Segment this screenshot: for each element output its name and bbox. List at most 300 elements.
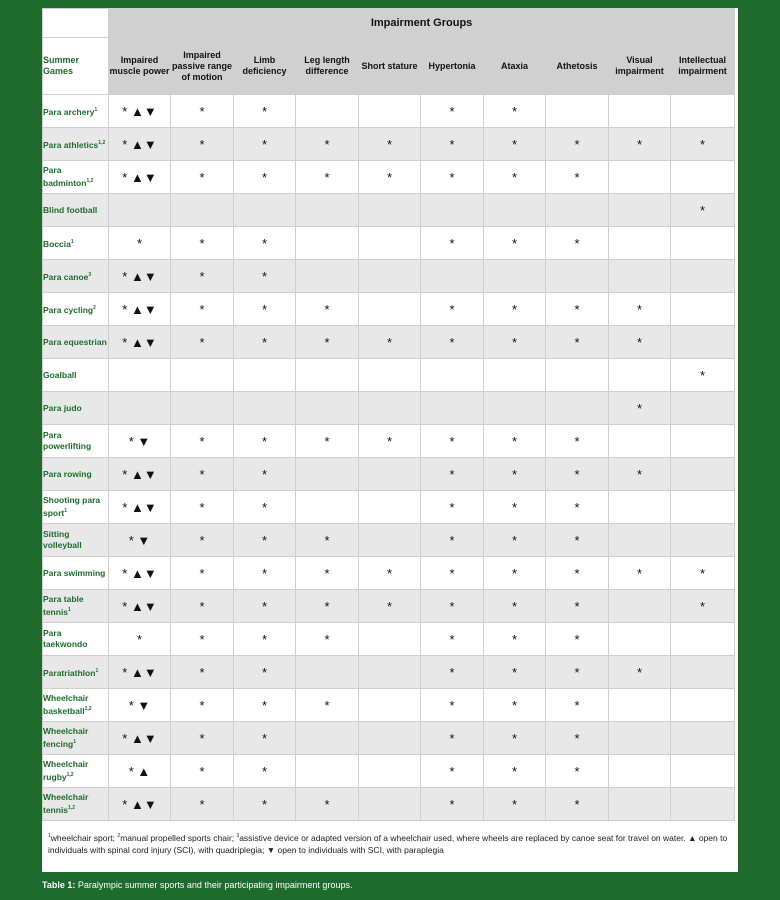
eligibility-cell: * xyxy=(421,425,484,458)
eligibility-cell: * xyxy=(546,293,609,326)
eligibility-cell: * xyxy=(484,722,546,755)
sport-name-cell xyxy=(43,491,109,524)
eligibility-cell: * xyxy=(546,557,609,590)
eligibility-cell: * ▲▼ xyxy=(109,491,171,524)
eligibility-cell: * xyxy=(546,524,609,557)
eligibility-cell: * xyxy=(421,722,484,755)
footnote-text-2: manual propelled sports chair; xyxy=(120,832,237,843)
eligibility-cell: * ▲▼ xyxy=(109,128,171,161)
eligibility-cell: * ▲▼ xyxy=(109,788,171,821)
table-row xyxy=(43,722,735,755)
eligibility-cell: * xyxy=(234,722,296,755)
eligibility-cell: * ▲▼ xyxy=(109,557,171,590)
eligibility-cell: * xyxy=(296,689,359,722)
eligibility-cell xyxy=(359,458,421,491)
sport-name: Para archery xyxy=(43,106,95,117)
eligibility-cell: * xyxy=(234,689,296,722)
eligibility-cell: * xyxy=(359,161,421,194)
eligibility-cell xyxy=(671,623,735,656)
eligibility-cell: * xyxy=(484,161,546,194)
eligibility-cell xyxy=(484,194,546,227)
eligibility-cell xyxy=(671,689,735,722)
eligibility-cell: * ▲▼ xyxy=(109,458,171,491)
eligibility-cell xyxy=(671,95,735,128)
eligibility-cell: * xyxy=(546,227,609,260)
sport-name-cell xyxy=(43,260,109,293)
eligibility-cell: * ▼ xyxy=(109,524,171,557)
eligibility-cell: * ▲▼ xyxy=(109,722,171,755)
eligibility-cell: * ▼ xyxy=(109,425,171,458)
eligibility-cell xyxy=(609,425,671,458)
sport-name-cell xyxy=(43,425,109,458)
column-header: Athetosis xyxy=(546,38,609,95)
sport-footnote-mark: 1,2 xyxy=(66,772,74,779)
eligibility-cell xyxy=(421,194,484,227)
eligibility-cell: * xyxy=(484,656,546,689)
sport-footnote-mark: 1 xyxy=(68,607,71,614)
table-row xyxy=(43,227,735,260)
eligibility-cell xyxy=(171,359,234,392)
eligibility-cell: * xyxy=(421,458,484,491)
sport-name-cell xyxy=(43,227,109,260)
eligibility-cell: * xyxy=(296,161,359,194)
eligibility-cell: * xyxy=(546,656,609,689)
sport-name-cell xyxy=(43,788,109,821)
eligibility-cell: * xyxy=(546,326,609,359)
table-row xyxy=(43,458,735,491)
eligibility-cell: * xyxy=(171,95,234,128)
sport-name-cell xyxy=(43,458,109,491)
eligibility-cell xyxy=(609,95,671,128)
column-header: Visual impairment xyxy=(609,38,671,95)
table-caption xyxy=(42,880,352,890)
eligibility-cell xyxy=(546,260,609,293)
eligibility-cell: * xyxy=(609,128,671,161)
eligibility-cell: * xyxy=(296,128,359,161)
sport-name: Para taekwondo xyxy=(43,628,88,649)
eligibility-cell xyxy=(609,623,671,656)
eligibility-cell xyxy=(671,425,735,458)
eligibility-cell xyxy=(671,524,735,557)
eligibility-cell xyxy=(671,788,735,821)
eligibility-cell xyxy=(484,392,546,425)
table-row xyxy=(43,326,735,359)
eligibility-cell xyxy=(296,722,359,755)
eligibility-cell xyxy=(671,161,735,194)
eligibility-cell: * xyxy=(546,458,609,491)
eligibility-cell xyxy=(671,227,735,260)
eligibility-cell: * xyxy=(234,590,296,623)
eligibility-cell: * xyxy=(234,755,296,788)
eligibility-cell xyxy=(609,788,671,821)
sport-name-cell xyxy=(43,524,109,557)
table-row xyxy=(43,524,735,557)
eligibility-cell xyxy=(296,458,359,491)
eligibility-cell: * xyxy=(609,326,671,359)
table-row xyxy=(43,689,735,722)
eligibility-cell xyxy=(109,392,171,425)
eligibility-cell: * xyxy=(234,227,296,260)
sport-name: Para powerlifting xyxy=(43,430,92,451)
sport-name: Goalball xyxy=(43,369,77,380)
eligibility-cell xyxy=(359,359,421,392)
sport-name: Para table tennis xyxy=(43,594,84,617)
eligibility-cell: * xyxy=(421,491,484,524)
eligibility-cell: * xyxy=(671,557,735,590)
eligibility-cell: * xyxy=(296,557,359,590)
eligibility-cell xyxy=(671,491,735,524)
eligibility-cell: * xyxy=(421,128,484,161)
eligibility-cell: * xyxy=(484,689,546,722)
eligibility-cell: * xyxy=(484,326,546,359)
eligibility-cell xyxy=(109,194,171,227)
column-header: Short stature xyxy=(359,38,421,95)
eligibility-cell: * ▲▼ xyxy=(109,293,171,326)
table-row xyxy=(43,293,735,326)
eligibility-cell: * xyxy=(546,491,609,524)
eligibility-cell: * xyxy=(234,425,296,458)
eligibility-cell: * xyxy=(234,557,296,590)
eligibility-cell xyxy=(359,260,421,293)
eligibility-cell: * xyxy=(484,557,546,590)
eligibility-cell: * xyxy=(421,227,484,260)
sport-name-cell xyxy=(43,590,109,623)
eligibility-cell: * xyxy=(171,722,234,755)
eligibility-cell: * xyxy=(234,623,296,656)
sport-name-cell xyxy=(43,755,109,788)
eligibility-cell xyxy=(671,392,735,425)
sport-footnote-mark: 1 xyxy=(70,238,74,245)
eligibility-cell: * xyxy=(171,656,234,689)
eligibility-cell: * xyxy=(234,524,296,557)
sport-footnote-mark: 1,2 xyxy=(68,805,75,812)
eligibility-cell: * xyxy=(171,293,234,326)
eligibility-cell: * xyxy=(546,689,609,722)
eligibility-cell xyxy=(484,260,546,293)
eligibility-cell xyxy=(609,755,671,788)
table-body xyxy=(43,95,735,821)
sport-name-cell xyxy=(43,722,109,755)
eligibility-cell xyxy=(671,656,735,689)
eligibility-cell: * xyxy=(484,491,546,524)
eligibility-cell: * xyxy=(296,293,359,326)
table-card xyxy=(42,8,738,872)
sport-name: Para athletics xyxy=(43,139,99,150)
eligibility-cell: * xyxy=(171,227,234,260)
eligibility-cell: * xyxy=(234,260,296,293)
eligibility-cell: * xyxy=(359,590,421,623)
eligibility-cell: * xyxy=(671,128,735,161)
eligibility-cell: * ▲▼ xyxy=(109,326,171,359)
eligibility-cell: * xyxy=(421,590,484,623)
eligibility-cell: * xyxy=(609,293,671,326)
eligibility-cell xyxy=(421,392,484,425)
eligibility-cell xyxy=(171,194,234,227)
sport-name-cell xyxy=(43,623,109,656)
sport-name: Boccia xyxy=(43,238,71,249)
eligibility-cell xyxy=(296,392,359,425)
eligibility-cell: * xyxy=(484,590,546,623)
sport-footnote-mark: 3 xyxy=(88,271,92,278)
eligibility-cell xyxy=(609,227,671,260)
eligibility-cell: * ▲▼ xyxy=(109,95,171,128)
column-header: Intellectual impairment xyxy=(671,38,735,95)
table-row xyxy=(43,656,735,689)
eligibility-cell xyxy=(546,194,609,227)
eligibility-cell xyxy=(359,722,421,755)
eligibility-cell xyxy=(421,260,484,293)
eligibility-cell: * xyxy=(296,524,359,557)
eligibility-cell: * xyxy=(421,524,484,557)
eligibility-cell: * xyxy=(484,425,546,458)
table-row xyxy=(43,392,735,425)
footnote-text-1: wheelchair sport; xyxy=(50,832,118,843)
sport-name-cell xyxy=(43,128,109,161)
footnote-mark-3: 3 xyxy=(236,833,240,839)
eligibility-cell xyxy=(484,359,546,392)
sport-footnote-mark: 1,2 xyxy=(86,178,94,185)
sport-name-cell xyxy=(43,557,109,590)
sport-name: Wheelchair fencing xyxy=(43,726,89,749)
impairment-table xyxy=(42,8,735,821)
column-header: Impaired passive range of motion xyxy=(171,38,234,95)
footnote xyxy=(48,830,728,856)
sport-name: Para cycling xyxy=(43,304,94,315)
eligibility-cell xyxy=(171,392,234,425)
eligibility-cell: * xyxy=(421,95,484,128)
eligibility-cell: * xyxy=(609,392,671,425)
eligibility-cell: * ▲▼ xyxy=(109,590,171,623)
eligibility-cell xyxy=(671,722,735,755)
eligibility-cell: * xyxy=(234,161,296,194)
eligibility-cell xyxy=(359,227,421,260)
sport-name-cell xyxy=(43,656,109,689)
eligibility-cell xyxy=(671,326,735,359)
eligibility-cell xyxy=(359,194,421,227)
table-row xyxy=(43,788,735,821)
table-row xyxy=(43,260,735,293)
column-header: Hypertonia xyxy=(421,38,484,95)
sport-name: Para equestrian xyxy=(43,336,107,347)
sport-name: Blind football xyxy=(43,204,98,215)
eligibility-cell: * xyxy=(421,788,484,821)
sport-footnote-mark: 1 xyxy=(95,667,99,674)
caption-label: Table 1: xyxy=(42,880,76,890)
eligibility-cell: * xyxy=(234,128,296,161)
eligibility-cell: * xyxy=(421,623,484,656)
sport-footnote-mark: 1,2 xyxy=(84,706,92,713)
column-header: Ataxia xyxy=(484,38,546,95)
eligibility-cell: * xyxy=(359,425,421,458)
eligibility-cell: * xyxy=(171,590,234,623)
sport-footnote-mark: 1 xyxy=(94,106,98,113)
eligibility-cell: * xyxy=(171,557,234,590)
sport-name: Wheelchair tennis xyxy=(43,792,89,815)
sport-name: Para badminton xyxy=(43,165,87,188)
table-row xyxy=(43,557,735,590)
eligibility-cell: * xyxy=(234,95,296,128)
eligibility-cell xyxy=(359,392,421,425)
column-header: Limb deficiency xyxy=(234,38,296,95)
eligibility-cell: * xyxy=(171,755,234,788)
eligibility-cell: * xyxy=(421,326,484,359)
eligibility-cell: * xyxy=(484,95,546,128)
eligibility-cell: * xyxy=(546,722,609,755)
sport-name-cell xyxy=(43,95,109,128)
eligibility-cell: * xyxy=(171,161,234,194)
eligibility-cell xyxy=(609,194,671,227)
sport-footnote-mark: 1 xyxy=(73,739,77,746)
eligibility-cell: * xyxy=(171,788,234,821)
eligibility-cell xyxy=(609,491,671,524)
eligibility-cell: * xyxy=(421,293,484,326)
eligibility-cell: * ▲ xyxy=(109,755,171,788)
eligibility-cell xyxy=(296,656,359,689)
eligibility-cell: * ▼ xyxy=(109,689,171,722)
eligibility-cell: * xyxy=(296,326,359,359)
footnote-mark-1: 1 xyxy=(48,833,51,839)
eligibility-cell: * xyxy=(171,623,234,656)
sport-footnote-mark: 1 xyxy=(64,508,68,515)
eligibility-cell xyxy=(671,260,735,293)
eligibility-cell xyxy=(296,755,359,788)
eligibility-cell: * ▲▼ xyxy=(109,161,171,194)
eligibility-cell: * xyxy=(171,260,234,293)
eligibility-cell xyxy=(359,689,421,722)
eligibility-cell: * xyxy=(109,623,171,656)
caption-text: Paralympic summer sports and their participating impairment groups. xyxy=(75,880,353,890)
eligibility-cell xyxy=(609,161,671,194)
eligibility-cell: * xyxy=(421,755,484,788)
column-header: Impaired muscle power xyxy=(109,38,171,95)
eligibility-cell: * xyxy=(421,161,484,194)
table-row xyxy=(43,95,735,128)
eligibility-cell: * xyxy=(234,458,296,491)
eligibility-cell: * xyxy=(484,293,546,326)
eligibility-cell xyxy=(546,392,609,425)
eligibility-cell: * xyxy=(296,425,359,458)
sport-name: Wheelchair rugby xyxy=(43,759,89,782)
eligibility-cell: * xyxy=(171,491,234,524)
eligibility-cell: * xyxy=(671,590,735,623)
eligibility-cell xyxy=(421,359,484,392)
table-row xyxy=(43,359,735,392)
eligibility-cell xyxy=(609,524,671,557)
eligibility-cell: * ▲▼ xyxy=(109,260,171,293)
eligibility-cell: * xyxy=(421,557,484,590)
eligibility-cell: * xyxy=(609,656,671,689)
sport-name: Sitting volleyball xyxy=(43,529,82,550)
table-row xyxy=(43,590,735,623)
eligibility-cell: * xyxy=(671,194,735,227)
sport-name-cell xyxy=(43,326,109,359)
sport-name: Para judo xyxy=(43,402,82,413)
eligibility-cell xyxy=(359,95,421,128)
eligibility-cell: * xyxy=(234,326,296,359)
eligibility-cell xyxy=(296,227,359,260)
eligibility-cell: * xyxy=(359,128,421,161)
eligibility-cell: * xyxy=(609,458,671,491)
table-row xyxy=(43,194,735,227)
sport-name: Para rowing xyxy=(43,468,92,479)
sport-name-cell xyxy=(43,161,109,194)
sport-name: Para swimming xyxy=(43,567,106,578)
eligibility-cell xyxy=(546,359,609,392)
eligibility-cell: * xyxy=(234,293,296,326)
eligibility-cell: * xyxy=(296,788,359,821)
footnote-text-3: assistive device or adapted version of a wheelchair used, where wheels are replaced by canoe seat for travel on water. ▲ open to individuals with spinal cord injury (SCI), with quadriplegia; ▼ open to individuals with SCI, with paraplegia xyxy=(48,832,728,855)
eligibility-cell xyxy=(671,458,735,491)
table-row xyxy=(43,491,735,524)
sport-name: Para canoe xyxy=(43,271,89,282)
eligibility-cell: * xyxy=(296,623,359,656)
sport-name-cell xyxy=(43,293,109,326)
eligibility-cell: * xyxy=(609,557,671,590)
eligibility-cell xyxy=(609,359,671,392)
eligibility-cell xyxy=(296,491,359,524)
eligibility-cell: * xyxy=(546,755,609,788)
eligibility-cell: * xyxy=(546,623,609,656)
eligibility-cell xyxy=(609,590,671,623)
eligibility-cell xyxy=(609,260,671,293)
eligibility-cell: * ▲▼ xyxy=(109,656,171,689)
games-header: Summer Games xyxy=(43,38,109,95)
eligibility-cell: * xyxy=(234,491,296,524)
eligibility-cell xyxy=(609,689,671,722)
eligibility-cell: * xyxy=(546,788,609,821)
eligibility-cell: * xyxy=(109,227,171,260)
eligibility-cell: * xyxy=(546,425,609,458)
table-row xyxy=(43,128,735,161)
eligibility-cell: * xyxy=(484,458,546,491)
eligibility-cell: * xyxy=(546,128,609,161)
eligibility-cell: * xyxy=(484,623,546,656)
eligibility-cell xyxy=(359,788,421,821)
sport-name-cell xyxy=(43,392,109,425)
eligibility-cell: * xyxy=(171,689,234,722)
eligibility-cell xyxy=(671,293,735,326)
eligibility-cell: * xyxy=(359,326,421,359)
eligibility-cell xyxy=(359,524,421,557)
table-row xyxy=(43,161,735,194)
eligibility-cell: * xyxy=(484,227,546,260)
eligibility-cell xyxy=(359,656,421,689)
eligibility-cell: * xyxy=(546,161,609,194)
eligibility-cell: * xyxy=(484,128,546,161)
sport-footnote-mark: 1,2 xyxy=(98,139,106,146)
sport-name: Shooting para sport xyxy=(43,495,101,518)
eligibility-cell: * xyxy=(484,524,546,557)
eligibility-cell: * xyxy=(234,656,296,689)
table-row xyxy=(43,623,735,656)
eligibility-cell xyxy=(296,95,359,128)
sport-name-cell xyxy=(43,359,109,392)
eligibility-cell xyxy=(109,359,171,392)
eligibility-cell: * xyxy=(171,458,234,491)
eligibility-cell: * xyxy=(171,326,234,359)
eligibility-cell xyxy=(296,359,359,392)
eligibility-cell: * xyxy=(484,788,546,821)
table-row xyxy=(43,755,735,788)
eligibility-cell xyxy=(234,194,296,227)
eligibility-cell xyxy=(609,722,671,755)
eligibility-cell: * xyxy=(671,359,735,392)
footnote-mark-2: 2 xyxy=(117,833,121,839)
eligibility-cell xyxy=(359,755,421,788)
eligibility-cell: * xyxy=(359,557,421,590)
corner-blank xyxy=(43,9,109,38)
sport-name-cell xyxy=(43,689,109,722)
